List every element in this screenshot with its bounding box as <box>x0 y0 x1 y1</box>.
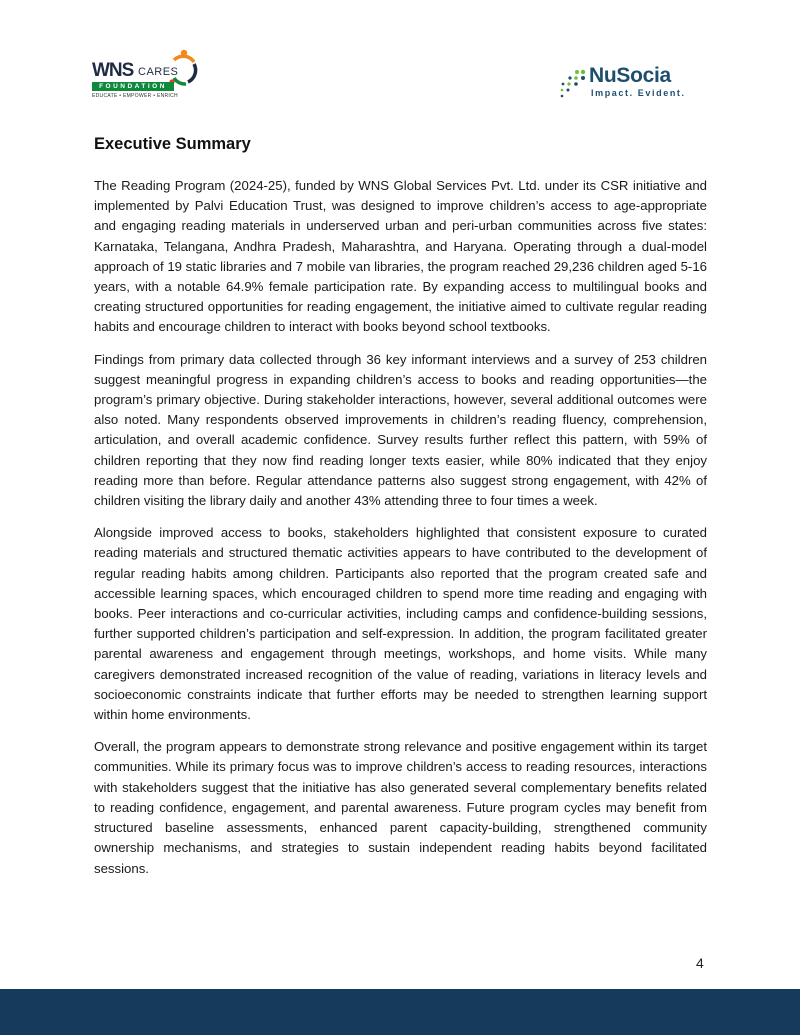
page-number: 4 <box>696 955 704 971</box>
footer-bar <box>0 989 800 1035</box>
paragraph-4: Overall, the program appears to demonstrate strong relevance and positive engagement within its target communities. While its primary focus was to improve children’s access to reading resources, interactions with stakeholders suggest that the initiative has also generated several complementary benefits related to reading confidence, engagement, and parental awareness. Future program cycles may benefit from structured baseline assessments, enhanced parent capacity-building, strengthened community ownership mechanisms, and strategies to sustain independent reading habits beyond facilitated sessions. <box>94 739 707 876</box>
wns-cares-text: CARES <box>138 66 179 78</box>
paragraph-1: The Reading Program (2024-25), funded by WNS Global Services Pvt. Ltd. under its CSR initiative and implemented by Palvi Education Trust, was designed to improve children’s access to age-appropriate and engaging reading materials in underserved urban and peri-urban communities across five states: Karnataka, Telangana, Andhra Pradesh, Maharashtra, and Haryana. Operating through a dual-model approach of 19 static libraries and 7 mobile van libraries, the program reached 29,236 children aged 5-16 years, with a notable 64.9% female participation rate. By expanding access to multilingual books and creating structured opportunities for reading engagement, the initiative aimed to cultivate regular reading habits and encourage children to interact with books beyond school textbooks. <box>94 178 707 335</box>
wns-tagline: EDUCATE • EMPOWER • ENRICH <box>92 93 178 99</box>
wns-cares-foundation-logo <box>92 46 202 102</box>
nusocia-logo <box>554 66 694 102</box>
paragraph-2: Findings from primary data collected through 36 key informant interviews and a survey of 253 children suggest meaningful progress in expanding children’s access to books and reading opportunities—the program’s primary objective. During stakeholder interactions, however, several additional outcomes were also noted. Many respondents observed improvements in children’s reading fluency, comprehension, articulation, and overall academic confidence. Survey results further reflect this pattern, with 59% of children reporting that they now find reading longer texts easier, while 80% indicated that they enjoy reading more than before. Regular attendance patterns also suggest strong engagement, with 42% of children visiting the library daily and another 43% attending three to four times a week. <box>94 351 707 509</box>
nusocia-dots-icon <box>554 68 588 98</box>
page-header <box>0 0 800 110</box>
nusocia-name: NuSocia <box>589 64 671 87</box>
wns-foundation-band: FOUNDATION <box>92 82 174 91</box>
main-content <box>94 135 707 891</box>
section-title: Executive Summary <box>94 135 251 153</box>
paragraph-3: Alongside improved access to books, stakeholders highlighted that consistent exposure to curated reading materials and structured thematic activities appears to have contributed to the development of regular reading habits among children. Participants also reported that the program created safe and accessible learning spaces, which encouraged children to spend more time reading and engaging with books. Peer interactions and co-curricular activities, including camps and confidence-building sessions, further supported children’s participation and self-expression. In addition, the program facilitated greater parental awareness and engagement through meetings, workshops, and home visits. While many caregivers demonstrated increased recognition of the value of reading, variations in literacy levels and socioeconomic constraints indicate that further efforts may be needed to strengthen learning support within home environments. <box>94 525 707 723</box>
nusocia-tagline: Impact. Evident. <box>591 88 686 98</box>
wns-brand-text: WNS <box>92 60 134 81</box>
